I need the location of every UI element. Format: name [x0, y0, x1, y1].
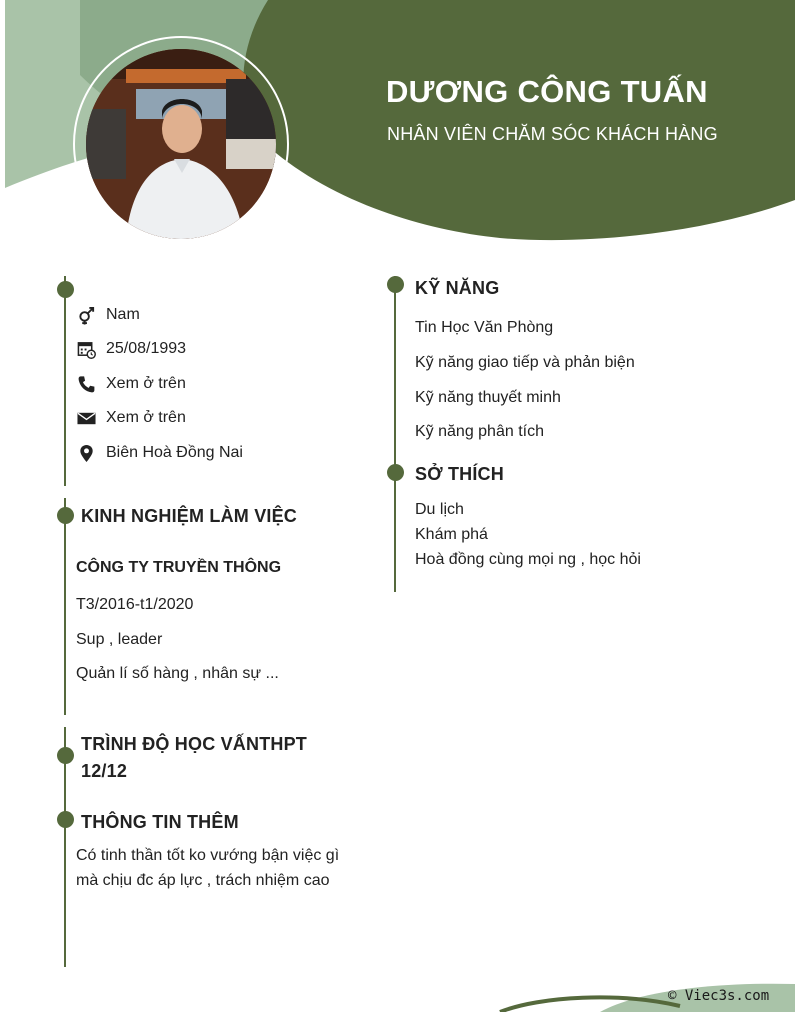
timeline-line-contact: [64, 276, 66, 486]
candidate-job-title: NHÂN VIÊN CHĂM SÓC KHÁCH HÀNG: [387, 124, 718, 144]
experience-company: CÔNG TY TRUYỀN THÔNG: [76, 559, 282, 576]
phone-icon: [76, 374, 96, 394]
contact-email-text: Xem ở trên: [106, 409, 186, 426]
hobby-item: Hoà đồng cùng mọi ng , học hỏi: [415, 551, 641, 568]
contact-phone-text: Xem ở trên: [106, 375, 186, 392]
timeline-dot-extra-info: [57, 811, 74, 828]
experience-section-title: KINH NGHIỆM LÀM VIỆC: [81, 506, 298, 526]
hobby-item: Du lịch: [415, 501, 464, 518]
contact-birthday-text: 25/08/1993: [106, 340, 187, 357]
contact-gender-text: Nam: [106, 306, 140, 323]
skill-item: Kỹ năng giao tiếp và phản biện: [415, 354, 635, 371]
experience-period: T3/2016-t1/2020: [76, 596, 194, 613]
watermark: © Viec3s.com: [668, 988, 770, 1004]
calendar-icon: [76, 339, 96, 359]
timeline-line-experience: [64, 498, 66, 715]
contact-address-text: Biên Hoà Đồng Nai: [106, 444, 243, 461]
envelope-icon: [76, 408, 96, 428]
gender-icon: [76, 305, 96, 325]
education-section-title-line2: 12/12: [81, 761, 128, 781]
timeline-dot-education: [57, 747, 74, 764]
timeline-line-right: [394, 276, 396, 592]
skills-section-title: KỸ NĂNG: [415, 278, 500, 298]
contact-birthday: [76, 338, 186, 360]
candidate-name: DƯƠNG CÔNG TUẤN: [386, 74, 708, 109]
experience-position: Sup , leader: [76, 631, 163, 648]
extra-info-text: Có tinh thần tốt ko vướng bận việc gì mà chịu đc áp lực , trách nhiệm cao: [76, 847, 340, 889]
timeline-dot-skills: [387, 276, 404, 293]
education-section-title: TRÌNH ĐỘ HỌC VẤNTHPT: [81, 734, 307, 754]
contact-email: [76, 407, 186, 429]
skill-item: Kỹ năng thuyết minh: [415, 389, 561, 406]
avatar: [86, 49, 276, 239]
avatar-photo: [86, 49, 276, 239]
timeline-dot-hobbies: [387, 464, 404, 481]
location-pin-icon: [76, 443, 96, 463]
skill-item: Kỹ năng phân tích: [415, 423, 544, 440]
timeline-dot-contact: [57, 281, 74, 298]
hobbies-section-title: SỞ THÍCH: [415, 464, 504, 484]
header-dark-green-shape: [243, 0, 795, 240]
timeline-dot-experience: [57, 507, 74, 524]
experience-description: Quản lí số hàng , nhân sự ...: [76, 665, 279, 682]
contact-gender: [76, 304, 140, 326]
skill-item: Tin Học Văn Phòng: [415, 319, 554, 336]
contact-address: [76, 442, 243, 464]
contact-phone: [76, 373, 186, 395]
extra-info-section-title: THÔNG TIN THÊM: [81, 812, 239, 832]
hobby-item: Khám phá: [415, 526, 488, 543]
